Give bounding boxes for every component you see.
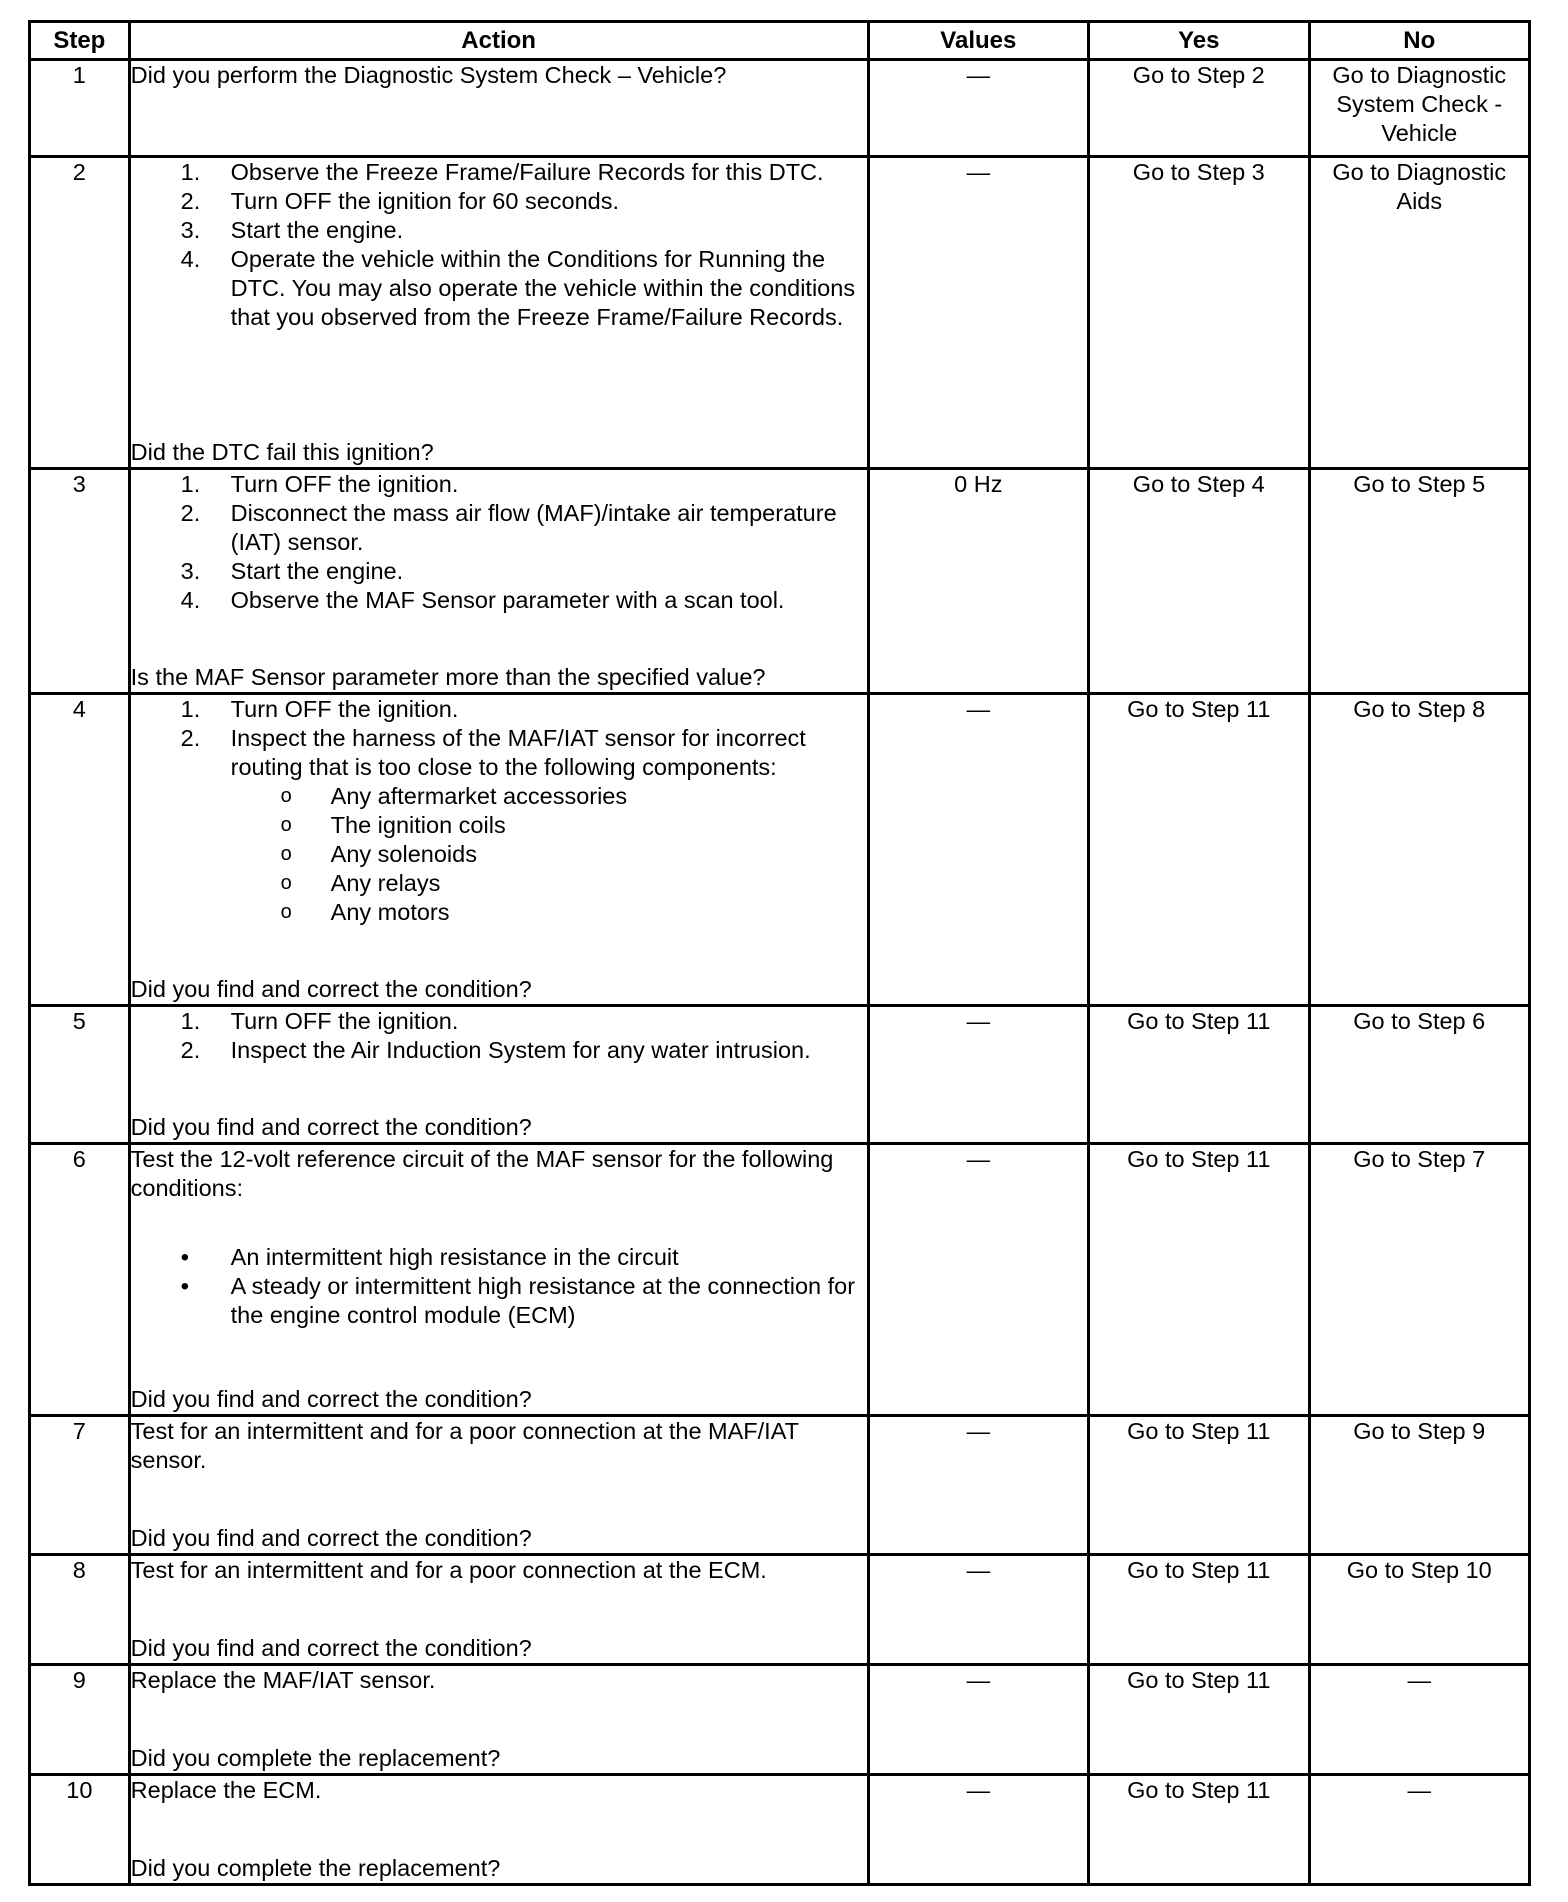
value-cell: — bbox=[868, 1416, 1088, 1554]
action-cell bbox=[129, 693, 868, 1005]
action-question: Did you find and correct the condition? bbox=[130, 1634, 532, 1661]
action-intro: Replace the MAF/IAT sensor. bbox=[130, 1666, 436, 1693]
sub-item-text: Any aftermarket accessories bbox=[330, 782, 628, 809]
step-text: Turn OFF the ignition. bbox=[230, 695, 459, 722]
action-question: Did you find and correct the condition? bbox=[130, 1114, 532, 1141]
numbered-steps bbox=[131, 1007, 867, 1065]
action-instructions bbox=[131, 1556, 867, 1585]
action-intro: Did you perform the Diagnostic System Check – Vehicle? bbox=[130, 62, 727, 88]
step-text: Disconnect the mass air flow (MAF)/intake air temperature (IAT) sensor. bbox=[230, 500, 837, 556]
action-content bbox=[131, 1666, 867, 1773]
no-result: Go to Diagnostic Aids bbox=[1309, 157, 1529, 469]
circle-bullet-icon: o bbox=[280, 871, 292, 894]
action-content bbox=[131, 1776, 867, 1883]
sub-list-item bbox=[131, 869, 867, 898]
action-content bbox=[131, 470, 867, 691]
step-text: Inspect the Air Induction System for any water intrusion. bbox=[230, 1036, 811, 1063]
action-cell bbox=[129, 1005, 868, 1143]
bullet-text: A steady or intermittent high resistance at the connection for the engine control module (ECM) bbox=[230, 1273, 856, 1329]
yes-result: Go to Step 11 bbox=[1089, 1554, 1309, 1664]
step-index: 4. bbox=[180, 246, 201, 273]
step-number: 5 bbox=[30, 1005, 130, 1143]
action-content bbox=[131, 695, 867, 1004]
step-text: Start the engine. bbox=[230, 558, 404, 585]
action-cell bbox=[129, 1664, 868, 1774]
value-cell: — bbox=[868, 1664, 1088, 1774]
value-cell: — bbox=[868, 693, 1088, 1005]
action-instructions bbox=[131, 470, 867, 615]
sub-list-item bbox=[131, 782, 867, 811]
table-row bbox=[30, 1416, 1530, 1554]
numbered-steps bbox=[131, 158, 867, 332]
no-result: Go to Step 9 bbox=[1309, 1416, 1529, 1554]
circle-bullet-icon: o bbox=[280, 900, 292, 923]
yes-result: Go to Step 11 bbox=[1089, 1144, 1309, 1416]
action-intro: Test for an intermittent and for a poor connection at the MAF/IAT sensor. bbox=[130, 1418, 799, 1474]
circle-bullet-icon: o bbox=[280, 842, 292, 865]
sub-list-item bbox=[131, 898, 867, 927]
table-row bbox=[30, 1144, 1530, 1416]
step-index: 2. bbox=[180, 1036, 201, 1063]
action-question: Did you complete the replacement? bbox=[130, 1744, 501, 1771]
action-content bbox=[131, 1556, 867, 1663]
no-result: Go to Step 8 bbox=[1309, 693, 1529, 1005]
sub-item-text: Any solenoids bbox=[330, 840, 477, 867]
step-text: Turn OFF the ignition. bbox=[230, 471, 459, 498]
action-question: Is the MAF Sensor parameter more than the specified value? bbox=[130, 663, 766, 690]
step-index: 1. bbox=[180, 1007, 201, 1034]
yes-result: Go to Step 11 bbox=[1089, 693, 1309, 1005]
table-row bbox=[30, 693, 1530, 1005]
step-number: 7 bbox=[30, 1416, 130, 1554]
action-intro: Test for an intermittent and for a poor connection at the ECM. bbox=[130, 1556, 767, 1583]
step-index: 1. bbox=[180, 695, 201, 722]
numbered-steps bbox=[131, 695, 867, 782]
action-cell bbox=[129, 60, 868, 157]
yes-result: Go to Step 11 bbox=[1089, 1416, 1309, 1554]
circle-bullet-icon: o bbox=[280, 813, 292, 836]
action-cell bbox=[129, 1416, 868, 1554]
no-result: — bbox=[1309, 1774, 1529, 1884]
step-text: Observe the Freeze Frame/Failure Records for this DTC. bbox=[230, 159, 824, 186]
action-cell bbox=[129, 1774, 868, 1884]
header-no: No bbox=[1309, 22, 1529, 60]
sub-item-text: The ignition coils bbox=[330, 811, 506, 838]
action-question: Did you complete the replacement? bbox=[130, 1855, 501, 1881]
bullet-text: An intermittent high resistance in the circuit bbox=[230, 1244, 679, 1271]
yes-result: Go to Step 4 bbox=[1089, 469, 1309, 693]
bullet-icon: • bbox=[180, 1273, 190, 1301]
step-number: 1 bbox=[30, 60, 130, 157]
table-row bbox=[30, 469, 1530, 693]
step-index: 1. bbox=[180, 471, 201, 498]
numbered-step bbox=[131, 245, 867, 332]
action-instructions bbox=[131, 1145, 867, 1330]
no-result: Go to Step 5 bbox=[1309, 469, 1529, 693]
action-content bbox=[131, 1145, 867, 1414]
numbered-step bbox=[131, 470, 867, 499]
action-content bbox=[131, 1417, 867, 1552]
action-cell bbox=[129, 1554, 868, 1664]
bullet-list-item bbox=[131, 1272, 867, 1330]
value-cell: — bbox=[868, 157, 1088, 469]
header-values: Values bbox=[868, 22, 1088, 60]
step-number: 9 bbox=[30, 1664, 130, 1774]
diagnostic-table bbox=[28, 20, 1531, 1886]
numbered-step bbox=[131, 1007, 867, 1036]
action-intro: Replace the ECM. bbox=[130, 1776, 322, 1803]
action-content bbox=[131, 1007, 867, 1142]
step-number: 6 bbox=[30, 1144, 130, 1416]
no-result: Go to Diagnostic System Check - Vehicle bbox=[1309, 60, 1529, 157]
numbered-step bbox=[131, 724, 867, 782]
numbered-step bbox=[131, 158, 867, 187]
header-row bbox=[30, 22, 1530, 60]
value-cell: — bbox=[868, 1774, 1088, 1884]
table-row bbox=[30, 1554, 1530, 1664]
action-cell bbox=[129, 1144, 868, 1416]
no-result: Go to Step 7 bbox=[1309, 1144, 1529, 1416]
action-instructions bbox=[131, 1417, 867, 1475]
sub-list-item bbox=[131, 811, 867, 840]
table-row bbox=[30, 1664, 1530, 1774]
step-text: Operate the vehicle within the Conditions for Running the DTC. You may also operate the vehicle within the conditions that you observed from the Freeze Frame/Failure Records. bbox=[230, 246, 856, 331]
numbered-step bbox=[131, 695, 867, 724]
value-cell: — bbox=[868, 1554, 1088, 1664]
bullet-list-item bbox=[131, 1243, 867, 1272]
action-instructions bbox=[131, 695, 867, 927]
numbered-step bbox=[131, 187, 867, 216]
yes-result: Go to Step 11 bbox=[1089, 1774, 1309, 1884]
action-instructions bbox=[131, 158, 867, 332]
step-index: 1. bbox=[180, 159, 201, 186]
header-step: Step bbox=[30, 22, 130, 60]
numbered-step bbox=[131, 1036, 867, 1065]
yes-result: Go to Step 3 bbox=[1089, 157, 1309, 469]
value-cell: — bbox=[868, 60, 1088, 157]
table-row bbox=[30, 1005, 1530, 1143]
action-content bbox=[131, 61, 867, 155]
step-index: 4. bbox=[180, 587, 201, 614]
value-cell: — bbox=[868, 1005, 1088, 1143]
bullet-list bbox=[131, 1243, 867, 1330]
step-number: 8 bbox=[30, 1554, 130, 1664]
step-index: 2. bbox=[180, 188, 201, 215]
value-cell: — bbox=[868, 1144, 1088, 1416]
step-index: 3. bbox=[180, 217, 201, 244]
numbered-step bbox=[131, 499, 867, 557]
numbered-step bbox=[131, 216, 867, 245]
value-cell: 0 Hz bbox=[868, 469, 1088, 693]
circle-bullet-icon: o bbox=[280, 784, 292, 807]
yes-result: Go to Step 11 bbox=[1089, 1664, 1309, 1774]
sub-list-item bbox=[131, 840, 867, 869]
action-intro: Test the 12-volt reference circuit of the MAF sensor for the following conditions: bbox=[130, 1146, 834, 1202]
step-text: Observe the MAF Sensor parameter with a scan tool. bbox=[230, 587, 785, 614]
numbered-step bbox=[131, 557, 867, 586]
step-text: Turn OFF the ignition for 60 seconds. bbox=[230, 188, 620, 215]
sub-item-text: Any motors bbox=[330, 898, 450, 925]
no-result: Go to Step 10 bbox=[1309, 1554, 1529, 1664]
action-instructions bbox=[131, 61, 867, 90]
action-content bbox=[131, 158, 867, 467]
step-number: 10 bbox=[30, 1774, 130, 1884]
step-text: Turn OFF the ignition. bbox=[230, 1007, 459, 1034]
bullet-icon: • bbox=[180, 1244, 190, 1272]
action-cell bbox=[129, 469, 868, 693]
step-number: 2 bbox=[30, 157, 130, 469]
step-text: Start the engine. bbox=[230, 217, 404, 244]
step-index: 2. bbox=[180, 724, 201, 751]
no-result: Go to Step 6 bbox=[1309, 1005, 1529, 1143]
table-row bbox=[30, 1774, 1530, 1884]
action-question: Did you find and correct the condition? bbox=[130, 975, 532, 1002]
header-action: Action bbox=[129, 22, 868, 60]
action-instructions bbox=[131, 1776, 867, 1805]
yes-result: Go to Step 2 bbox=[1089, 60, 1309, 157]
step-index: 3. bbox=[180, 558, 201, 585]
table-row bbox=[30, 60, 1530, 157]
yes-result: Go to Step 11 bbox=[1089, 1005, 1309, 1143]
step-number: 3 bbox=[30, 469, 130, 693]
step-text: Inspect the harness of the MAF/IAT sensor for incorrect routing that is too close to the following components: bbox=[230, 724, 806, 780]
sub-item-text: Any relays bbox=[330, 869, 441, 896]
spacer bbox=[131, 1203, 867, 1243]
step-number: 4 bbox=[30, 693, 130, 1005]
table-row bbox=[30, 157, 1530, 469]
numbered-step bbox=[131, 586, 867, 615]
action-instructions bbox=[131, 1007, 867, 1065]
action-instructions bbox=[131, 1666, 867, 1695]
action-question: Did you find and correct the condition? bbox=[130, 1524, 532, 1551]
step-index: 2. bbox=[180, 500, 201, 527]
no-result: — bbox=[1309, 1664, 1529, 1774]
action-question: Did you find and correct the condition? bbox=[130, 1386, 532, 1413]
action-question: Did the DTC fail this ignition? bbox=[130, 439, 434, 466]
numbered-steps bbox=[131, 470, 867, 615]
sub-list bbox=[131, 782, 867, 927]
header-yes: Yes bbox=[1089, 22, 1309, 60]
action-cell bbox=[129, 157, 868, 469]
